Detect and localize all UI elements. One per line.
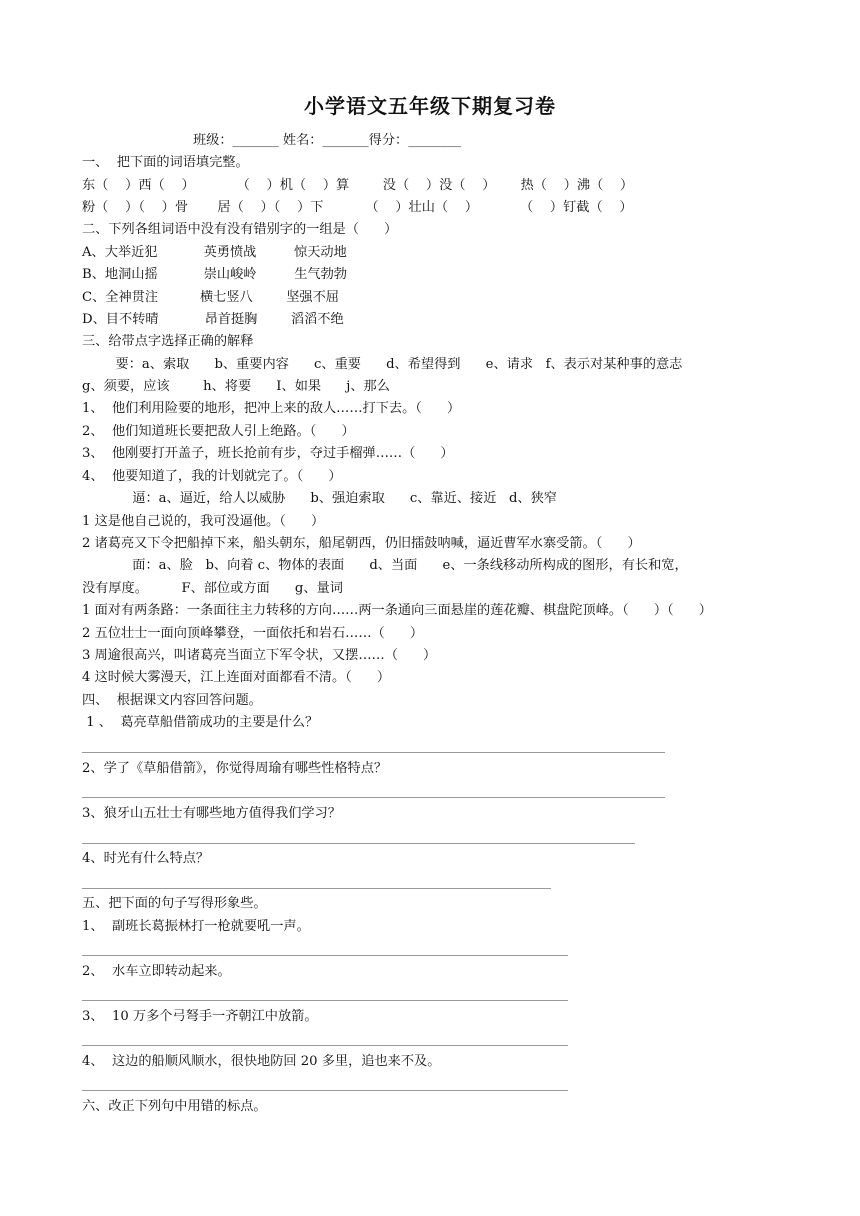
- section-5-heading: 五、把下面的句子写得形象些。: [82, 896, 267, 911]
- section-5-question-1: 1、 副班长葛振林打一枪就要吼一声。: [82, 919, 310, 934]
- answer-line: [82, 797, 665, 798]
- section-3-heading: 三、给带点字选择正确的解释: [82, 334, 254, 349]
- bi-definitions: 逼：a、逼近，给人以威胁 b、强迫索取 c、靠近、接近 d、狭窄: [82, 491, 557, 506]
- section-2-heading: 二、下列各组词语中没有没有错别字的一组是（ ）: [82, 222, 398, 237]
- section-2-option-c: C、全神贯注 横七竖八 坚强不屈: [82, 290, 339, 305]
- student-info-line: 班级：_______ 姓名：_______得分：________: [193, 133, 461, 148]
- section-6-heading: 六、改正下列句中用错的标点。: [82, 1099, 267, 1114]
- section-4-question-3: 3、狼牙山五壮士有哪些地方值得我们学习？: [82, 806, 341, 821]
- answer-line: [82, 888, 551, 889]
- mian-definitions-1: 面：a、脸 b、向着 c、物体的表面 d、当面 e、一条线移动所构成的图形，有长和宽，: [82, 558, 688, 573]
- section-2-option-b: B、地洞山摇 崇山峻岭 生气勃勃: [82, 267, 347, 282]
- yao-question-2: 2、 他们知道班长要把敌人引上绝路。（ ）: [82, 424, 355, 439]
- section-5-question-3: 3、 10 万多个弓弩手一齐朝江中放箭。: [82, 1009, 318, 1024]
- mian-definitions-2: 没有厚度。 F、部位或方面 g、量词: [82, 581, 343, 596]
- yao-definitions-2: g、须要，应该 h、将要 I、如果 j、那么: [82, 379, 390, 394]
- answer-line: [82, 843, 635, 844]
- bi-question-2: 2 诸葛亮又下令把船掉下来，船头朝东，船尾朝西，仍旧擂鼓呐喊，逼近曹军水寨受箭。（ ）: [82, 536, 641, 551]
- section-4-question-1: 1 、 葛亮草船借箭成功的主要是什么？: [82, 715, 319, 730]
- mian-question-4: 4 这时候大雾漫天，江上连面对面都看不清。（ ）: [82, 670, 391, 685]
- section-4-question-4: 4、时光有什么特点？: [82, 851, 210, 866]
- answer-line: [82, 1000, 568, 1001]
- yao-question-4: 4、 他要知道了，我的计划就完了。（ ）: [82, 469, 342, 484]
- answer-line: [82, 1045, 568, 1046]
- yao-question-3: 3、 他刚要打开盖子，班长抢前有步，夺过手榴弹……（ ）: [82, 446, 454, 461]
- section-2-option-a: A、大举近犯 英勇愤战 惊天动地: [82, 245, 347, 260]
- section-1-row-1: 东（ ）西（ ） （ ）机（ ）算 没（ ）没（ ） 热（ ）沸（ ）: [82, 178, 634, 193]
- answer-line: [82, 1090, 568, 1091]
- page-title: 小学语文五年级下期复习卷: [304, 94, 556, 118]
- section-4-heading: 四、 根据课文内容回答问题。: [82, 693, 262, 708]
- section-4-question-2: 2、学了《草船借箭》，你觉得周瑜有哪些性格特点？: [82, 761, 388, 776]
- section-5-question-4: 4、 这边的船顺风顺水，很快地防回 20 多里，追也来不及。: [82, 1054, 441, 1069]
- yao-definitions-1: 要：a、索取 b、重要内容 c、重要 d、希望得到 e、请求 f、表示对某种事的意志: [82, 357, 683, 372]
- section-1-row-2: 粉（ ）（ ）骨 居（ ）（ ）下 （ ）壮山（ ） （ ）钉截（ ）: [82, 200, 633, 215]
- section-2-option-d: D、目不转晴 昂首挺胸 滔滔不绝: [82, 312, 344, 327]
- bi-question-1: 1 这是他自己说的，我可没逼他。（ ）: [82, 514, 325, 529]
- section-1-heading: 一、 把下面的词语填完整。: [82, 155, 249, 170]
- section-5-question-2: 2、 水车立即转动起来。: [82, 964, 231, 979]
- answer-line: [82, 955, 568, 956]
- yao-question-1: 1、 他们利用险要的地形，把冲上来的敌人……打下去。（ ）: [82, 401, 461, 416]
- mian-question-1: 1 面对有两条路：一条面往主力转移的方向……两一条通向三面悬崖的莲花瓣、棋盘陀顶峰。（ ）（ ）: [82, 603, 712, 618]
- mian-question-2: 2 五位壮士一面向顶峰攀登，一面依托和岩石……（ ）: [82, 626, 424, 641]
- mian-question-3: 3 周逾很高兴，叫诸葛亮当面立下军令状，又摆……（ ）: [82, 648, 437, 663]
- answer-line: [82, 752, 665, 753]
